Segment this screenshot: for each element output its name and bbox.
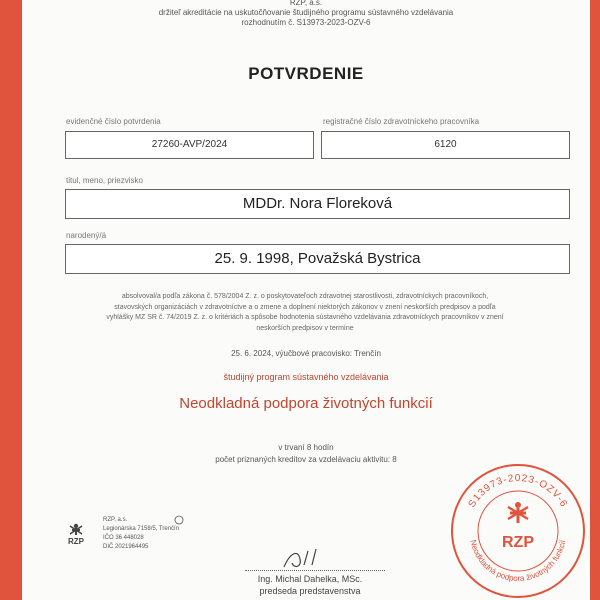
signatory-role: predseda predstavenstva <box>259 586 361 596</box>
small-circle-icon <box>174 515 184 525</box>
date-place: 25. 6. 2024, výučbové pracovisko: Trenčín <box>231 349 381 358</box>
signature-line <box>245 570 385 571</box>
footer-address: Legionárska 7158/5, Trenčín <box>103 526 180 532</box>
header-decision: rozhodnutím č. S13973-2023-OZV-6 <box>241 18 371 27</box>
body-paragraph <box>40 292 570 334</box>
body-line: absolvoval/a podľa zákona č. 578/2004 Z. z. o poskytovateľoch zdravotnej starostlivosti, zdravotníckych pracovníkoch, <box>121 293 489 300</box>
footer-ico: IČO 36 448028 <box>103 535 144 541</box>
stamp-logo-text: RZP <box>502 534 534 551</box>
stamp-bottom-text: Neodkladná podpora životných funkcií <box>468 539 568 584</box>
left-red-border <box>0 0 22 600</box>
body-line: stavovských organizáciách v zdravotníctve a o zmene a doplnení niektorých zákonov v znení neskorších predpisov a podľa <box>114 303 496 311</box>
program-label: študijný program sústavného vzdelávania <box>223 372 389 382</box>
footer-dic: DIČ 2021964495 <box>103 544 149 550</box>
official-stamp <box>448 461 588 600</box>
cert-number-field: 27260-AVP/2024 <box>65 131 314 159</box>
name-field: MDDr. Nora Floreková <box>65 189 570 219</box>
birth-label: narodený/á <box>66 231 107 240</box>
cert-number-label: evidenčné číslo potvrdenia <box>66 117 161 126</box>
handwritten-signature <box>280 545 340 573</box>
body-line: vyhlášky MZ SR č. 74/2019 Z. z. o kritériách a spôsobe hodnotenia sústavného vzdelávania zdravotníckych pracovníkov v znení <box>106 314 504 321</box>
duration: v trvaní 8 hodín <box>278 443 334 452</box>
stamp-top-text: S13973-2023-OZV-6 <box>466 473 570 510</box>
reg-number-field: 6120 <box>321 131 570 159</box>
birth-field: 25. 9. 1998, Považská Bystrica <box>65 244 570 274</box>
header-accreditation: držiteľ akreditácie na uskutočňovanie študijného programu sústavného vzdelávania <box>158 8 454 17</box>
footer-company: RZP, a.s. <box>103 517 128 523</box>
name-label: titul, meno, priezvisko <box>66 176 143 185</box>
rzp-logo-text: RZP <box>68 537 84 546</box>
credits: počet priznaných kreditov za vzdelávaciu aktivitu: 8 <box>215 455 397 464</box>
header-org: RZP, a.s. <box>289 0 323 7</box>
right-red-border <box>590 0 600 600</box>
program-name: Neodkladná podpora životných funkcií <box>179 395 433 412</box>
signatory-name: Ing. Michal Dahelka, MSc. <box>257 574 363 584</box>
body-line: neskorších predpisov v termíne <box>256 324 354 332</box>
reg-number-label: registračné číslo zdravotníckeho pracovníka <box>323 117 480 126</box>
stamp-star-icon <box>508 502 528 523</box>
document-title: POTVRDENIE <box>248 64 364 83</box>
